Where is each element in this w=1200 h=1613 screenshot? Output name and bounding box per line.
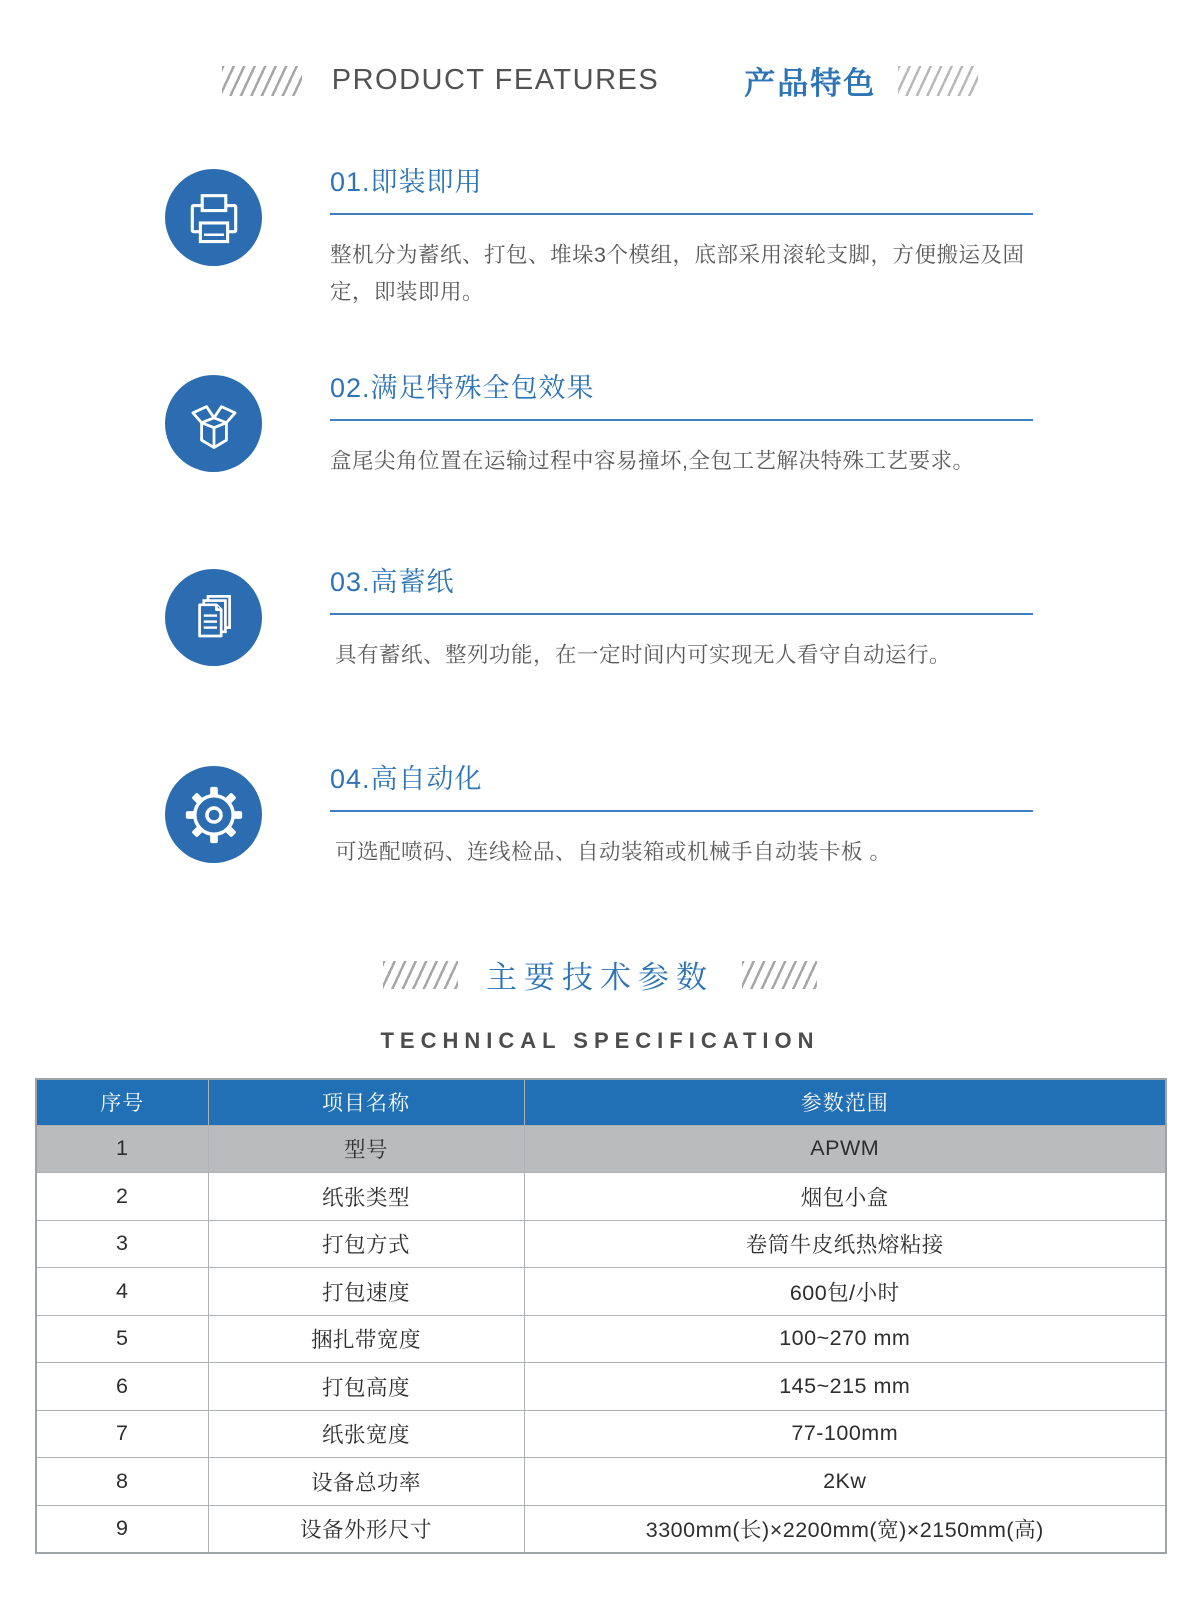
spec-table	[35, 1078, 1167, 1554]
spec-title-en: TECHNICAL SPECIFICATION	[380, 1028, 820, 1053]
table-row	[36, 1268, 1166, 1316]
spec-section-header	[0, 952, 1200, 997]
feature-description: 盒尾尖角位置在运输过程中容易撞坏,全包工艺解决特殊工艺要求。	[330, 449, 975, 474]
feature-body	[330, 372, 1033, 480]
cell-index: 8	[36, 1458, 208, 1506]
table-row	[36, 1315, 1166, 1363]
feature-title: 02.满足特殊全包效果	[330, 373, 595, 403]
feature-item-automation	[165, 763, 1033, 871]
feature-item-paper-storage	[165, 566, 1033, 674]
cell-parameter: 77-100mm	[524, 1410, 1166, 1458]
column-header-item-name: 项目名称	[208, 1079, 524, 1125]
feature-item-full-wrap	[165, 372, 1033, 480]
documents-icon	[165, 569, 262, 666]
cell-index: 5	[36, 1315, 208, 1363]
column-header-index: 序号	[36, 1079, 208, 1125]
hatch-decoration-right	[898, 66, 978, 96]
feature-description: 可选配喷码、连线检品、自动装箱或机械手自动装卡板 。	[335, 840, 892, 865]
hatch-decoration-left	[383, 961, 458, 989]
cell-parameter: 烟包小盒	[524, 1173, 1166, 1221]
feature-divider	[330, 810, 1033, 812]
cell-index: 7	[36, 1410, 208, 1458]
cell-index: 1	[36, 1125, 208, 1173]
column-header-parameter-range: 参数范围	[524, 1079, 1166, 1125]
cell-item-name: 型号	[208, 1125, 524, 1173]
hatch-decoration-left	[222, 66, 302, 96]
cell-parameter: 145~215 mm	[524, 1363, 1166, 1411]
cell-index: 6	[36, 1363, 208, 1411]
feature-item-install-ready	[165, 166, 1033, 311]
cell-item-name: 设备外形尺寸	[208, 1505, 524, 1553]
cell-parameter: 卷筒牛皮纸热熔粘接	[524, 1220, 1166, 1268]
cell-item-name: 纸张宽度	[208, 1410, 524, 1458]
hatch-decoration-right	[742, 961, 817, 989]
feature-body	[330, 763, 1033, 871]
cell-index: 3	[36, 1220, 208, 1268]
table-header-row	[36, 1079, 1166, 1125]
cell-index: 4	[36, 1268, 208, 1316]
cell-item-name: 捆扎带宽度	[208, 1315, 524, 1363]
feature-description: 整机分为蓄纸、打包、堆垛3个模组，底部采用滚轮支脚，方便搬运及固定，即装即用。	[330, 243, 1025, 305]
feature-divider	[330, 213, 1033, 215]
cell-item-name: 打包速度	[208, 1268, 524, 1316]
table-row	[36, 1173, 1166, 1221]
cell-parameter: APWM	[524, 1125, 1166, 1173]
cell-item-name: 打包方式	[208, 1220, 524, 1268]
feature-body	[330, 566, 1033, 674]
feature-body	[330, 166, 1033, 311]
features-title-zh: 产品特色	[744, 66, 877, 101]
cell-parameter: 600包/小时	[524, 1268, 1166, 1316]
cell-parameter: 100~270 mm	[524, 1315, 1166, 1363]
gear-icon	[165, 766, 262, 863]
table-row	[36, 1363, 1166, 1411]
printer-icon	[165, 169, 262, 266]
spec-title-zh: 主要技术参数	[486, 960, 714, 995]
table-row	[36, 1220, 1166, 1268]
feature-divider	[330, 419, 1033, 421]
table-row	[36, 1410, 1166, 1458]
feature-description: 具有蓄纸、整列功能，在一定时间内可实现无人看守自动运行。	[335, 643, 952, 668]
feature-title: 03.高蓄纸	[330, 567, 455, 597]
cell-parameter: 3300mm(长)×2200mm(宽)×2150mm(高)	[524, 1505, 1166, 1553]
table-row	[36, 1125, 1166, 1173]
cell-item-name: 设备总功率	[208, 1458, 524, 1506]
features-section-header	[0, 58, 1200, 103]
feature-title: 01.即装即用	[330, 167, 483, 197]
cell-index: 2	[36, 1173, 208, 1221]
table-row	[36, 1505, 1166, 1553]
cell-item-name: 打包高度	[208, 1363, 524, 1411]
features-title-en: PRODUCT FEATURES	[331, 64, 660, 96]
open-box-icon	[165, 375, 262, 472]
table-row	[36, 1458, 1166, 1506]
cell-parameter: 2Kw	[524, 1458, 1166, 1506]
feature-title: 04.高自动化	[330, 764, 483, 794]
feature-divider	[330, 613, 1033, 615]
cell-index: 9	[36, 1505, 208, 1553]
cell-item-name: 纸张类型	[208, 1173, 524, 1221]
